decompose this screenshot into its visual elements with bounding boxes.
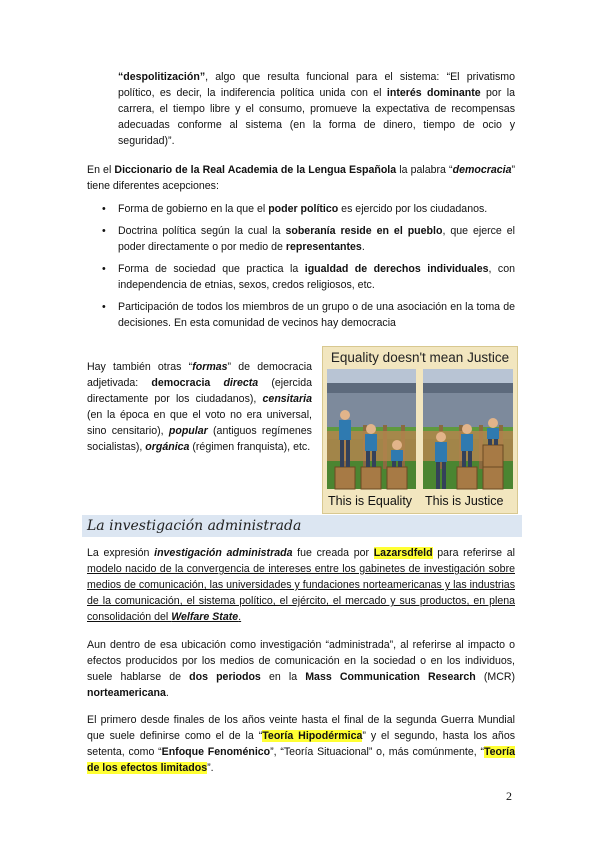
section-heading: La investigación administrada bbox=[87, 518, 302, 534]
equality-panel bbox=[327, 369, 416, 489]
definitions-list bbox=[87, 201, 515, 337]
page-number: 2 bbox=[506, 789, 512, 803]
bullet-icon: • bbox=[102, 263, 106, 275]
caption-justice: This is Justice bbox=[425, 494, 504, 508]
bullet-icon: • bbox=[102, 301, 106, 313]
highlight-lazarsfeld: Lazarsdfeld bbox=[373, 547, 433, 559]
paragraph-teorias: El primero desde finales de los años veinte hasta el final de la segunda Guerra Mundial que suele definirse como el de la “Teoría Hipodérmica” y el segundo, hasta los años setenta, como “Enfoque Fenoménico”, “Teoría Situacional” o, más comúnmente, “Teoría de los efectos limitados”. bbox=[87, 714, 516, 774]
bullet-icon: • bbox=[102, 203, 106, 215]
list-item: • Doctrina política según la cual la soberanía reside en el pueblo, que ejerce el poder directamente o por medio de representantes. bbox=[102, 225, 515, 253]
figure-title: Equality doesn't mean Justice bbox=[330, 350, 510, 365]
justice-panel bbox=[423, 369, 513, 489]
section-heading-band bbox=[82, 515, 522, 537]
list-item: • Forma de sociedad que practica la igualdad de derechos individuales, con independencia de etnias, sexos, credos religiosos, etc. bbox=[102, 263, 515, 291]
equality-justice-drawing bbox=[323, 347, 517, 513]
caption-equality: This is Equality bbox=[328, 494, 413, 508]
equality-justice-illustration bbox=[322, 346, 518, 514]
list-item: • Forma de gobierno en la que el poder político es ejercido por los ciudadanos. bbox=[102, 203, 488, 215]
highlight-teoria-hipodermica: Teoría Hipodérmica bbox=[262, 730, 363, 742]
highlight-efectos-limitados: Teoría de los efectos limitados bbox=[87, 746, 515, 774]
bullet-icon: • bbox=[102, 225, 106, 237]
paragraph-diccionario: En el Diccionario de la Real Academia de la Lengua Española la palabra “democracia” tiene diferentes acepciones: bbox=[87, 164, 516, 192]
paragraph-dos-periodos: Aun dentro de esa ubicación como investigación “administrada”, al referirse al impacto o efectos producidos por los medios de comunicación en la sociedad o en los individuos, suele hablarse de dos periodos en la Mass Communication Research (MCR) norteamericana. bbox=[87, 639, 516, 699]
list-item: • Participación de todos los miembros de un grupo o de una asociación en la toma de decisiones. En esta comunidad de vecinos hay democracia bbox=[102, 301, 515, 329]
paragraph-formas-democracia: Hay también otras “formas” de democracia adjetivada: democracia directa (ejercida directamente por los ciudadanos), censitaria (en la época en que el voto no era universal, sino censitario), popular (antiguos regímenes socialistas), orgánica (régimen franquista), etc. bbox=[87, 360, 312, 453]
paragraph-despolitizacion: “despolitización”, algo que resulta funcional para el sistema: “El privatismo político, es decir, la indiferencia política unida con el interés dominante por la carrera, el tiempo libre y el consumo, promueve la expectativa de recompensas adecuadas conforme al sistema (en la forma de dinero, tiempo de ocio y seguridad)”. bbox=[118, 71, 515, 147]
paragraph-investigacion-administrada: La expresión investigación administrada fue creada por Lazarsdfeld para referirse al modelo nacido de la convergencia de intereses entre los gabinetes de investigación sobre medios de comunicación, las universidades y fundaciones norteamericanas y las industrias de la comunicación, el sistema político, el ejército, el mercado y sus productos, en plena consolidación del Welfare State. bbox=[87, 547, 515, 623]
